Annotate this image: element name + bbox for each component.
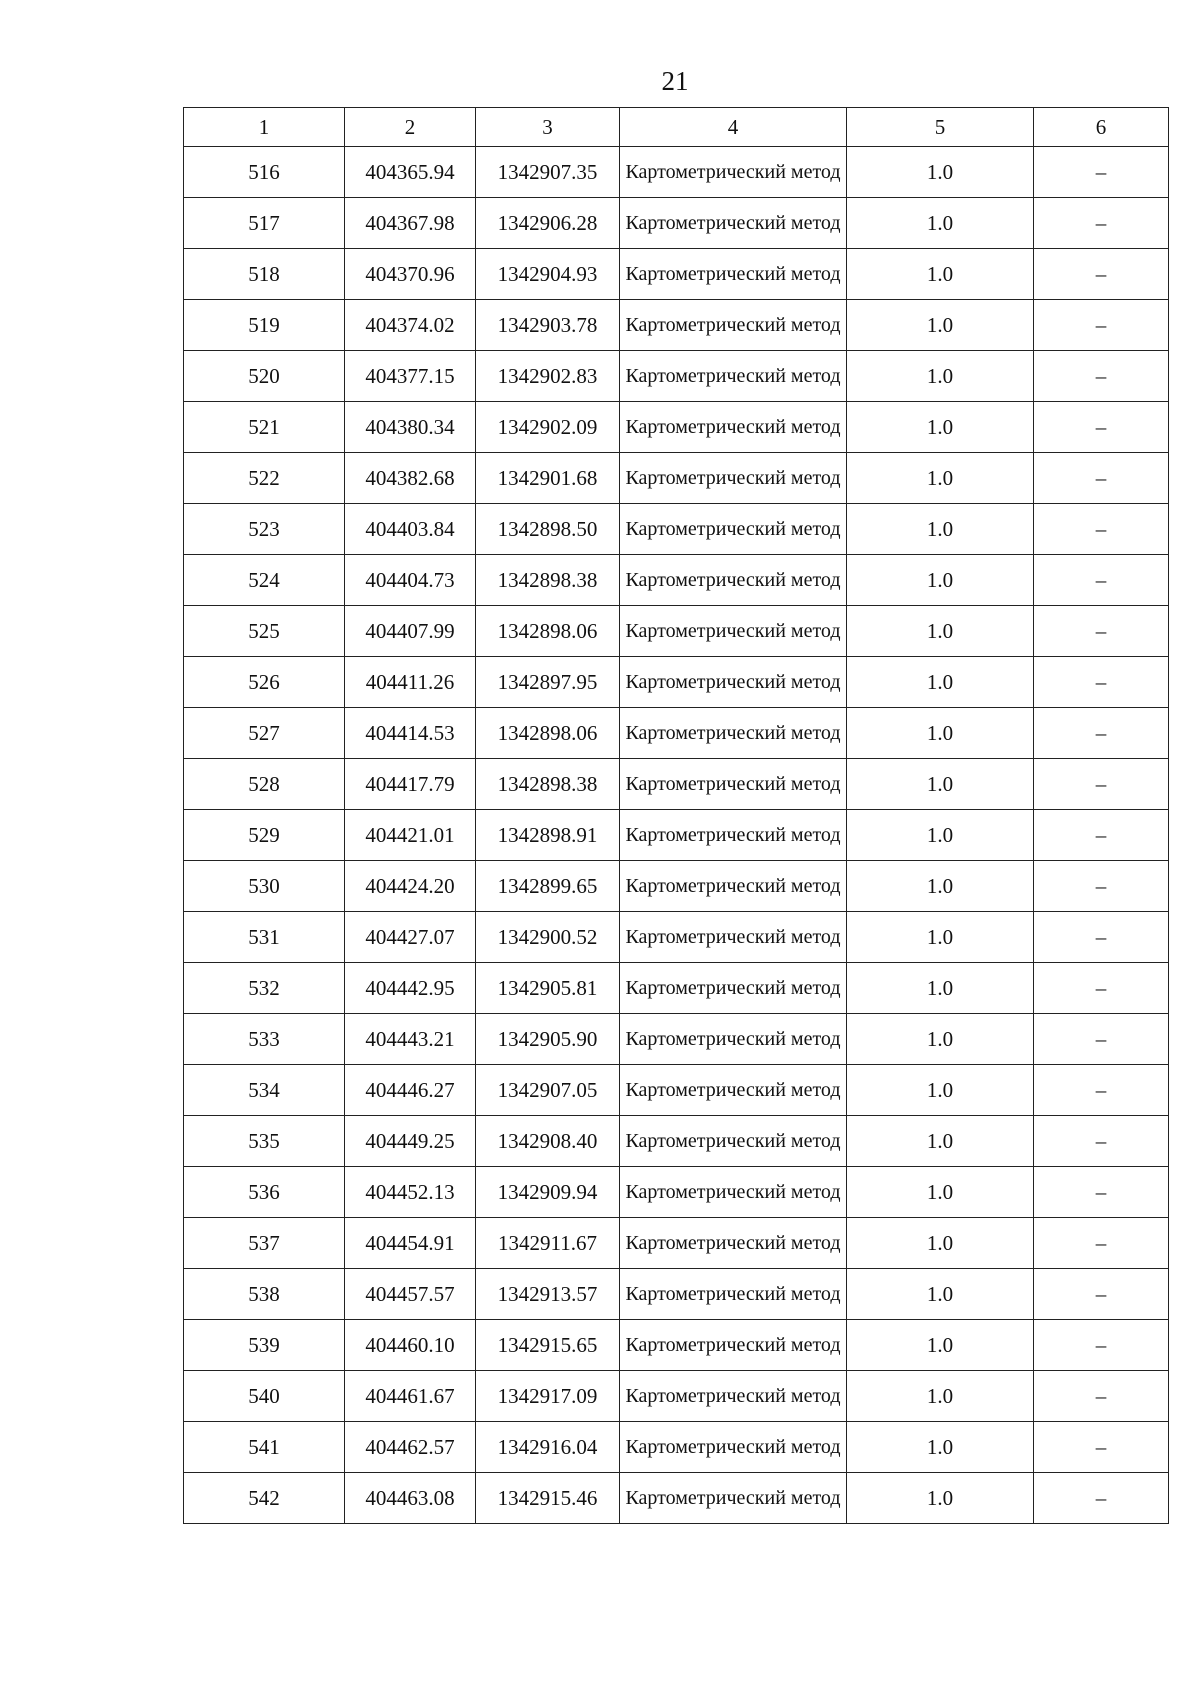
point-number-cell: 527 [184,708,345,759]
method-text: Картометрический метод [625,263,841,285]
method-cell [620,453,847,504]
note-cell: – [1034,1167,1169,1218]
method-cell [620,708,847,759]
point-number-cell: 530 [184,861,345,912]
note-cell: – [1034,1422,1169,1473]
table-row [184,1473,1169,1524]
accuracy-cell: 1.0 [847,810,1034,861]
table-row [184,249,1169,300]
table-row [184,657,1169,708]
accuracy-cell: 1.0 [847,963,1034,1014]
method-text: Картометрический метод [625,671,841,693]
point-number-cell: 516 [184,147,345,198]
x-coordinate-cell: 404411.26 [345,657,476,708]
accuracy-cell: 1.0 [847,504,1034,555]
point-number-cell: 536 [184,1167,345,1218]
table-row [184,1320,1169,1371]
table-row [184,453,1169,504]
method-text: Картометрический метод [625,1334,841,1356]
method-cell [620,1116,847,1167]
accuracy-cell: 1.0 [847,1320,1034,1371]
point-number-cell: 525 [184,606,345,657]
y-coordinate-cell: 1342906.28 [476,198,620,249]
point-number-cell: 526 [184,657,345,708]
column-header: 3 [476,108,620,147]
table-row [184,1167,1169,1218]
column-header: 5 [847,108,1034,147]
page-number: 21 [661,66,689,96]
method-text: Картометрический метод [625,620,841,642]
accuracy-cell: 1.0 [847,1473,1034,1524]
point-number-cell: 519 [184,300,345,351]
method-text: Картометрический метод [625,1028,841,1050]
x-coordinate-cell: 404370.96 [345,249,476,300]
table-row [184,912,1169,963]
accuracy-cell: 1.0 [847,1065,1034,1116]
method-text: Картометрический метод [625,314,841,336]
table-row [184,1269,1169,1320]
accuracy-cell: 1.0 [847,1167,1034,1218]
method-cell [620,606,847,657]
method-cell [620,1014,847,1065]
accuracy-cell: 1.0 [847,1371,1034,1422]
note-cell: – [1034,198,1169,249]
coordinates-table [183,107,1169,1524]
method-cell [620,1371,847,1422]
x-coordinate-cell: 404382.68 [345,453,476,504]
note-cell: – [1034,1320,1169,1371]
accuracy-cell: 1.0 [847,912,1034,963]
point-number-cell: 532 [184,963,345,1014]
column-header: 6 [1034,108,1169,147]
x-coordinate-cell: 404461.67 [345,1371,476,1422]
accuracy-cell: 1.0 [847,402,1034,453]
accuracy-cell: 1.0 [847,351,1034,402]
accuracy-cell: 1.0 [847,606,1034,657]
y-coordinate-cell: 1342898.91 [476,810,620,861]
x-coordinate-cell: 404463.08 [345,1473,476,1524]
table-body [184,108,1169,1524]
note-cell: – [1034,1014,1169,1065]
y-coordinate-cell: 1342913.57 [476,1269,620,1320]
note-cell: – [1034,759,1169,810]
method-cell [620,1065,847,1116]
method-text: Картометрический метод [625,1385,841,1407]
method-text: Картометрический метод [625,875,841,897]
point-number-cell: 522 [184,453,345,504]
point-number-cell: 534 [184,1065,345,1116]
x-coordinate-cell: 404417.79 [345,759,476,810]
method-cell [620,249,847,300]
method-text: Картометрический метод [625,518,841,540]
note-cell: – [1034,555,1169,606]
note-cell: – [1034,1116,1169,1167]
method-text: Картометрический метод [625,773,841,795]
method-cell [620,555,847,606]
note-cell: – [1034,1218,1169,1269]
y-coordinate-cell: 1342898.06 [476,606,620,657]
accuracy-cell: 1.0 [847,861,1034,912]
point-number-cell: 542 [184,1473,345,1524]
x-coordinate-cell: 404365.94 [345,147,476,198]
x-coordinate-cell: 404374.02 [345,300,476,351]
x-coordinate-cell: 404424.20 [345,861,476,912]
method-cell [620,504,847,555]
table-row [184,606,1169,657]
point-number-cell: 541 [184,1422,345,1473]
method-cell [620,1218,847,1269]
method-cell [620,810,847,861]
accuracy-cell: 1.0 [847,300,1034,351]
y-coordinate-cell: 1342897.95 [476,657,620,708]
y-coordinate-cell: 1342915.65 [476,1320,620,1371]
x-coordinate-cell: 404452.13 [345,1167,476,1218]
x-coordinate-cell: 404404.73 [345,555,476,606]
table-row [184,1422,1169,1473]
method-cell [620,861,847,912]
point-number-cell: 521 [184,402,345,453]
y-coordinate-cell: 1342899.65 [476,861,620,912]
x-coordinate-cell: 404407.99 [345,606,476,657]
x-coordinate-cell: 404443.21 [345,1014,476,1065]
column-header: 2 [345,108,476,147]
column-header: 4 [620,108,847,147]
x-coordinate-cell: 404449.25 [345,1116,476,1167]
method-cell [620,912,847,963]
y-coordinate-cell: 1342898.50 [476,504,620,555]
table-row [184,1065,1169,1116]
table-row [184,147,1169,198]
x-coordinate-cell: 404377.15 [345,351,476,402]
y-coordinate-cell: 1342902.09 [476,402,620,453]
table-header-row [184,108,1169,147]
note-cell: – [1034,912,1169,963]
point-number-cell: 518 [184,249,345,300]
table-row [184,402,1169,453]
point-number-cell: 523 [184,504,345,555]
point-number-cell: 528 [184,759,345,810]
method-text: Картометрический метод [625,1130,841,1152]
point-number-cell: 538 [184,1269,345,1320]
accuracy-cell: 1.0 [847,1269,1034,1320]
method-text: Картометрический метод [625,1283,841,1305]
note-cell: – [1034,606,1169,657]
method-text: Картометрический метод [625,977,841,999]
table-row [184,1014,1169,1065]
point-number-cell: 537 [184,1218,345,1269]
point-number-cell: 520 [184,351,345,402]
point-number-cell: 531 [184,912,345,963]
table-row [184,1116,1169,1167]
method-cell [620,1269,847,1320]
x-coordinate-cell: 404403.84 [345,504,476,555]
method-cell [620,759,847,810]
x-coordinate-cell: 404462.57 [345,1422,476,1473]
column-header: 1 [184,108,345,147]
x-coordinate-cell: 404442.95 [345,963,476,1014]
table-row [184,351,1169,402]
method-text: Картометрический метод [625,161,841,183]
accuracy-cell: 1.0 [847,453,1034,504]
x-coordinate-cell: 404427.07 [345,912,476,963]
note-cell: – [1034,861,1169,912]
method-cell [620,147,847,198]
x-coordinate-cell: 404460.10 [345,1320,476,1371]
table-row [184,810,1169,861]
method-cell [620,657,847,708]
accuracy-cell: 1.0 [847,555,1034,606]
accuracy-cell: 1.0 [847,147,1034,198]
note-cell: – [1034,351,1169,402]
x-coordinate-cell: 404454.91 [345,1218,476,1269]
note-cell: – [1034,249,1169,300]
method-cell [620,402,847,453]
point-number-cell: 529 [184,810,345,861]
y-coordinate-cell: 1342905.90 [476,1014,620,1065]
method-cell [620,300,847,351]
y-coordinate-cell: 1342907.05 [476,1065,620,1116]
method-cell [620,1422,847,1473]
method-text: Картометрический метод [625,416,841,438]
accuracy-cell: 1.0 [847,759,1034,810]
note-cell: – [1034,300,1169,351]
method-text: Картометрический метод [625,1079,841,1101]
x-coordinate-cell: 404457.57 [345,1269,476,1320]
table-row [184,1371,1169,1422]
y-coordinate-cell: 1342911.67 [476,1218,620,1269]
table-row [184,708,1169,759]
table-row [184,504,1169,555]
method-text: Картометрический метод [625,365,841,387]
note-cell: – [1034,504,1169,555]
note-cell: – [1034,810,1169,861]
method-cell [620,1473,847,1524]
accuracy-cell: 1.0 [847,708,1034,759]
x-coordinate-cell: 404421.01 [345,810,476,861]
y-coordinate-cell: 1342898.38 [476,555,620,606]
x-coordinate-cell: 404367.98 [345,198,476,249]
accuracy-cell: 1.0 [847,198,1034,249]
y-coordinate-cell: 1342915.46 [476,1473,620,1524]
method-text: Картометрический метод [625,467,841,489]
accuracy-cell: 1.0 [847,249,1034,300]
method-cell [620,1320,847,1371]
method-text: Картометрический метод [625,1436,841,1458]
table-row [184,198,1169,249]
y-coordinate-cell: 1342898.38 [476,759,620,810]
note-cell: – [1034,402,1169,453]
x-coordinate-cell: 404414.53 [345,708,476,759]
method-text: Картометрический метод [625,212,841,234]
note-cell: – [1034,1065,1169,1116]
point-number-cell: 535 [184,1116,345,1167]
accuracy-cell: 1.0 [847,1422,1034,1473]
note-cell: – [1034,1269,1169,1320]
method-text: Картометрический метод [625,824,841,846]
y-coordinate-cell: 1342905.81 [476,963,620,1014]
method-text: Картометрический метод [625,569,841,591]
method-text: Картометрический метод [625,1487,841,1509]
x-coordinate-cell: 404446.27 [345,1065,476,1116]
accuracy-cell: 1.0 [847,657,1034,708]
y-coordinate-cell: 1342916.04 [476,1422,620,1473]
point-number-cell: 524 [184,555,345,606]
note-cell: – [1034,708,1169,759]
table-row [184,759,1169,810]
note-cell: – [1034,657,1169,708]
note-cell: – [1034,453,1169,504]
y-coordinate-cell: 1342898.06 [476,708,620,759]
y-coordinate-cell: 1342903.78 [476,300,620,351]
y-coordinate-cell: 1342917.09 [476,1371,620,1422]
accuracy-cell: 1.0 [847,1116,1034,1167]
table-row [184,1218,1169,1269]
point-number-cell: 540 [184,1371,345,1422]
y-coordinate-cell: 1342901.68 [476,453,620,504]
point-number-cell: 539 [184,1320,345,1371]
y-coordinate-cell: 1342908.40 [476,1116,620,1167]
table-row [184,300,1169,351]
y-coordinate-cell: 1342907.35 [476,147,620,198]
method-text: Картометрический метод [625,926,841,948]
method-cell [620,963,847,1014]
point-number-cell: 517 [184,198,345,249]
accuracy-cell: 1.0 [847,1218,1034,1269]
accuracy-cell: 1.0 [847,1014,1034,1065]
table-row [184,861,1169,912]
method-text: Картометрический метод [625,722,841,744]
method-cell [620,1167,847,1218]
y-coordinate-cell: 1342902.83 [476,351,620,402]
note-cell: – [1034,1473,1169,1524]
table-row [184,555,1169,606]
method-cell [620,351,847,402]
point-number-cell: 533 [184,1014,345,1065]
y-coordinate-cell: 1342909.94 [476,1167,620,1218]
note-cell: – [1034,147,1169,198]
note-cell: – [1034,1371,1169,1422]
y-coordinate-cell: 1342904.93 [476,249,620,300]
x-coordinate-cell: 404380.34 [345,402,476,453]
method-text: Картометрический метод [625,1232,841,1254]
method-cell [620,198,847,249]
y-coordinate-cell: 1342900.52 [476,912,620,963]
method-text: Картометрический метод [625,1181,841,1203]
table-row [184,963,1169,1014]
note-cell: – [1034,963,1169,1014]
